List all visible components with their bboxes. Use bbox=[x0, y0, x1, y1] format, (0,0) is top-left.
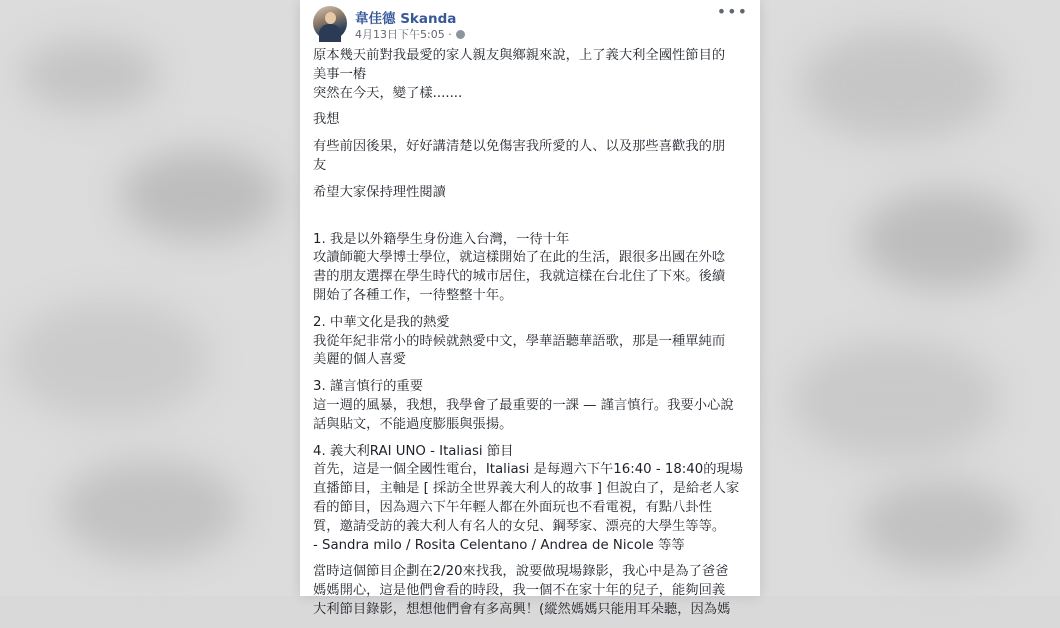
post-paragraph-point-1: 1. 我是以外籍學生身份進入台灣，一待十年 攻讀師範大學博士學位，就這樣開始了在此的生活，跟很多出國在外唸 書的朋友選擇在學生時代的城市居住，我就這樣在台北住了下來。後續 開始了各種工作，一待整整十年。 bbox=[313, 231, 726, 303]
author-name[interactable]: 韋佳德 Skanda bbox=[355, 11, 457, 27]
avatar-body-shape bbox=[319, 24, 341, 42]
post-meta bbox=[355, 26, 465, 42]
more-options-icon[interactable]: ••• bbox=[716, 2, 748, 21]
post-timestamp[interactable]: 4月13日下午5:05 · bbox=[355, 28, 452, 41]
post-paragraph-i-think: 我想 bbox=[313, 112, 340, 128]
post-paragraph-story: 當時這個節目企劃在2/20來找我，說要做現場錄影，我心中是為了爸爸 媽媽開心，這是他們會看的時段，我一個不在家十年的兒子，能夠回義 大利節目錄影，想想他們會有多高興！(縱然媽媽只能用耳朵聽，因為媽 bbox=[313, 564, 731, 617]
post-paragraph-rational: 希望大家保持理性閱讀 bbox=[313, 184, 446, 200]
post-card bbox=[300, 0, 760, 617]
post-paragraph-point-4: 4. 義大利RAI UNO - Italiasi 節目 首先，這是一個全國性電台，Italiasi 是每週六下午16:40 - 18:40的現場 直播節目，主軸是 [ 採訪全世界義大利人的故事 ] 但說白了，是給老人家 看的節目，因為週六下午年輕人都在外面玩也不看電視，有點八卦性 質，邀請受訪的義大利人有名人的女兒、鋼琴家、漂亮的大學生等等。 - Sandra milo / Rosita Celentano / Andrea de Nicole 等等 bbox=[313, 443, 744, 553]
post-paragraph-point-2: 2. 中華文化是我的熱愛 我從年紀非常小的時候就熱愛中文，學華語聽華語歌，那是一種單純而 美麗的個人喜愛 bbox=[313, 314, 726, 368]
globe-icon bbox=[456, 30, 465, 39]
post-paragraph-intro: 原本幾天前對我最愛的家人親友與鄉親來說，上了義大利全國性節目的 美事一樁 突然在今天，變了樣....... bbox=[313, 48, 726, 101]
avatar-head-shape bbox=[325, 12, 336, 24]
author-avatar[interactable] bbox=[313, 6, 347, 40]
post-paragraph-reason: 有些前因後果，好好講清楚以免傷害我所愛的人、以及那些喜歡我的朋 友 bbox=[313, 139, 726, 173]
post-paragraph-point-3: 3. 謹言慎行的重要 這一週的風暴，我想，我學會了最重要的一課 — 謹言慎行。我要小心說 話與貼文，不能過度膨脹與張揚。 bbox=[313, 379, 734, 432]
post-body bbox=[313, 47, 753, 628]
